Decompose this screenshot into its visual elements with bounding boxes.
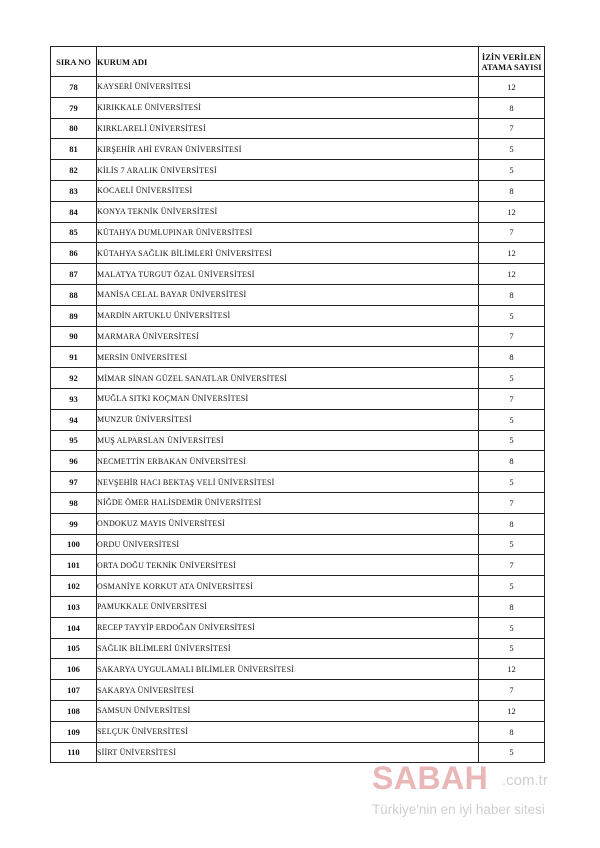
row-number: 105: [51, 638, 97, 659]
table-row: [51, 513, 545, 534]
row-number: 89: [51, 305, 97, 326]
row-number: 78: [51, 77, 97, 98]
row-number: 84: [51, 201, 97, 222]
row-number: 102: [51, 576, 97, 597]
institution-name: MUŞ ALPARSLAN ÜNİVERSİTESİ: [97, 430, 479, 451]
table-header: [51, 47, 545, 77]
table-row: [51, 77, 545, 98]
table-row: [51, 222, 545, 243]
allocation-count: 7: [479, 222, 545, 243]
table-row: [51, 409, 545, 430]
institution-name: NİĞDE ÖMER HALİSDEMİR ÜNİVERSİTESİ: [97, 492, 479, 513]
institution-name: KÜTAHYA SAĞLIK BİLİMLERİ ÜNİVERSİTESİ: [97, 243, 479, 264]
table-row: [51, 596, 545, 617]
table-row: [51, 160, 545, 181]
table-row: [51, 347, 545, 368]
institution-name: MİMAR SİNAN GÜZEL SANATLAR ÜNİVERSİTESİ: [97, 368, 479, 389]
allocation-count: 8: [479, 513, 545, 534]
allocation-count: 8: [479, 347, 545, 368]
row-number: 106: [51, 659, 97, 680]
row-number: 109: [51, 721, 97, 742]
allocation-count: 5: [479, 305, 545, 326]
institution-name: SAKARYA UYGULAMALI BİLİMLER ÜNİVERSİTESİ: [97, 659, 479, 680]
row-number: 101: [51, 555, 97, 576]
allocation-count: 12: [479, 659, 545, 680]
institution-name: SAKARYA ÜNİVERSİTESİ: [97, 680, 479, 701]
institution-name: NECMETTİN ERBAKAN ÜNİVERSİTESİ: [97, 451, 479, 472]
table-row: [51, 680, 545, 701]
row-number: 95: [51, 430, 97, 451]
row-number: 108: [51, 700, 97, 721]
allocation-count: 7: [479, 680, 545, 701]
table-row: [51, 264, 545, 285]
allocation-count: 8: [479, 451, 545, 472]
table-row: [51, 721, 545, 742]
header-izin-line2: ATAMA SAYISI: [481, 61, 542, 72]
allocation-count: 7: [479, 555, 545, 576]
institution-name: SAĞLIK BİLİMLERİ ÜNİVERSİTESİ: [97, 638, 479, 659]
institution-name: MANİSA CELAL BAYAR ÜNİVERSİTESİ: [97, 284, 479, 305]
table-row: [51, 243, 545, 264]
allocation-count: 7: [479, 388, 545, 409]
institution-name: MUĞLA SITKI KOÇMAN ÜNİVERSİTESİ: [97, 388, 479, 409]
allocation-count: 12: [479, 700, 545, 721]
allocation-count: 8: [479, 97, 545, 118]
row-number: 92: [51, 368, 97, 389]
allocation-count: 5: [479, 430, 545, 451]
institution-name: RECEP TAYYİP ERDOĞAN ÜNİVERSİTESİ: [97, 617, 479, 638]
institution-name: MARMARA ÜNİVERSİTESİ: [97, 326, 479, 347]
table-row: [51, 576, 545, 597]
row-number: 80: [51, 118, 97, 139]
allocation-count: 5: [479, 638, 545, 659]
row-number: 103: [51, 596, 97, 617]
allocation-count: 8: [479, 596, 545, 617]
institution-name: KONYA TEKNİK ÜNİVERSİTESİ: [97, 201, 479, 222]
table-body: [51, 77, 545, 763]
table-row: [51, 201, 545, 222]
table-row: [51, 617, 545, 638]
row-number: 100: [51, 534, 97, 555]
watermark-domain: .com.tr: [502, 772, 548, 789]
row-number: 107: [51, 680, 97, 701]
institution-name: KOCAELİ ÜNİVERSİTESİ: [97, 180, 479, 201]
allocation-count: 5: [479, 409, 545, 430]
row-number: 91: [51, 347, 97, 368]
institution-name: ORDU ÜNİVERSİTESİ: [97, 534, 479, 555]
allocation-count: 5: [479, 576, 545, 597]
header-izin-verilen: [479, 47, 545, 77]
row-number: 94: [51, 409, 97, 430]
row-number: 97: [51, 472, 97, 493]
institution-name: MALATYA TURGUT ÖZAL ÜNİVERSİTESİ: [97, 264, 479, 285]
row-number: 79: [51, 97, 97, 118]
table-row: [51, 139, 545, 160]
row-number: 96: [51, 451, 97, 472]
institution-name: OSMANİYE KORKUT ATA ÜNİVERSİTESİ: [97, 576, 479, 597]
allocation-count: 7: [479, 492, 545, 513]
allocation-count: 5: [479, 472, 545, 493]
table-row: [51, 284, 545, 305]
allocation-count: 5: [479, 368, 545, 389]
row-number: 110: [51, 742, 97, 763]
row-number: 88: [51, 284, 97, 305]
allocation-count: 5: [479, 742, 545, 763]
table-row: [51, 118, 545, 139]
institution-name: NEVŞEHİR HACI BEKTAŞ VELİ ÜNİVERSİTESİ: [97, 472, 479, 493]
header-sira-no: SIRA NO: [51, 47, 97, 77]
allocation-count: 8: [479, 721, 545, 742]
institution-name: ONDOKUZ MAYIS ÜNİVERSİTESİ: [97, 513, 479, 534]
allocation-count: 8: [479, 284, 545, 305]
institution-name: ORTA DOĞU TEKNİK ÜNİVERSİTESİ: [97, 555, 479, 576]
table-row: [51, 97, 545, 118]
table-row: [51, 472, 545, 493]
institution-name: KIRKLARELİ ÜNİVERSİTESİ: [97, 118, 479, 139]
table-row: [51, 638, 545, 659]
allocation-table: [50, 46, 545, 763]
allocation-count: 8: [479, 180, 545, 201]
institution-name: MUNZUR ÜNİVERSİTESİ: [97, 409, 479, 430]
allocation-count: 5: [479, 139, 545, 160]
allocation-count: 5: [479, 617, 545, 638]
institution-name: SELÇUK ÜNİVERSİTESİ: [97, 721, 479, 742]
table-row: [51, 180, 545, 201]
table-row: [51, 305, 545, 326]
row-number: 98: [51, 492, 97, 513]
institution-name: MERSİN ÜNİVERSİTESİ: [97, 347, 479, 368]
row-number: 81: [51, 139, 97, 160]
allocation-count: 12: [479, 264, 545, 285]
table-row: [51, 451, 545, 472]
table-row: [51, 534, 545, 555]
header-row: [51, 47, 545, 77]
table-row: [51, 326, 545, 347]
allocation-count: 7: [479, 118, 545, 139]
institution-name: KÜTAHYA DUMLUPINAR ÜNİVERSİTESİ: [97, 222, 479, 243]
table-row: [51, 555, 545, 576]
table-row: [51, 659, 545, 680]
institution-name: KAYSERİ ÜNİVERSİTESİ: [97, 77, 479, 98]
row-number: 82: [51, 160, 97, 181]
row-number: 90: [51, 326, 97, 347]
allocation-count: 7: [479, 326, 545, 347]
allocation-count: 5: [479, 160, 545, 181]
row-number: 104: [51, 617, 97, 638]
row-number: 87: [51, 264, 97, 285]
row-number: 83: [51, 180, 97, 201]
allocation-count: 5: [479, 534, 545, 555]
table-row: [51, 492, 545, 513]
header-izin-line1: İZİN VERİLEN: [481, 51, 542, 62]
institution-name: KIRIKKALE ÜNİVERSİTESİ: [97, 97, 479, 118]
institution-name: KİLİS 7 ARALIK ÜNİVERSİTESİ: [97, 160, 479, 181]
header-kurum-adi: KURUM ADI: [97, 47, 479, 77]
institution-name: MARDİN ARTUKLU ÜNİVERSİTESİ: [97, 305, 479, 326]
sabah-watermark: [372, 760, 582, 830]
institution-name: SAMSUN ÜNİVERSİTESİ: [97, 700, 479, 721]
watermark-logo: SABAH: [372, 760, 489, 796]
table-row: [51, 430, 545, 451]
institution-name: SİİRT ÜNİVERSİTESİ: [97, 742, 479, 763]
row-number: 85: [51, 222, 97, 243]
table-row: [51, 700, 545, 721]
watermark-tagline: Türkiye'nin en iyi haber sitesi: [372, 802, 545, 817]
table-row: [51, 368, 545, 389]
row-number: 86: [51, 243, 97, 264]
institution-name: PAMUKKALE ÜNİVERSİTESİ: [97, 596, 479, 617]
allocation-count: 12: [479, 201, 545, 222]
table-row: [51, 388, 545, 409]
allocation-count: 12: [479, 77, 545, 98]
institution-name: KIRŞEHİR AHİ EVRAN ÜNİVERSİTESİ: [97, 139, 479, 160]
allocation-count: 12: [479, 243, 545, 264]
row-number: 99: [51, 513, 97, 534]
row-number: 93: [51, 388, 97, 409]
